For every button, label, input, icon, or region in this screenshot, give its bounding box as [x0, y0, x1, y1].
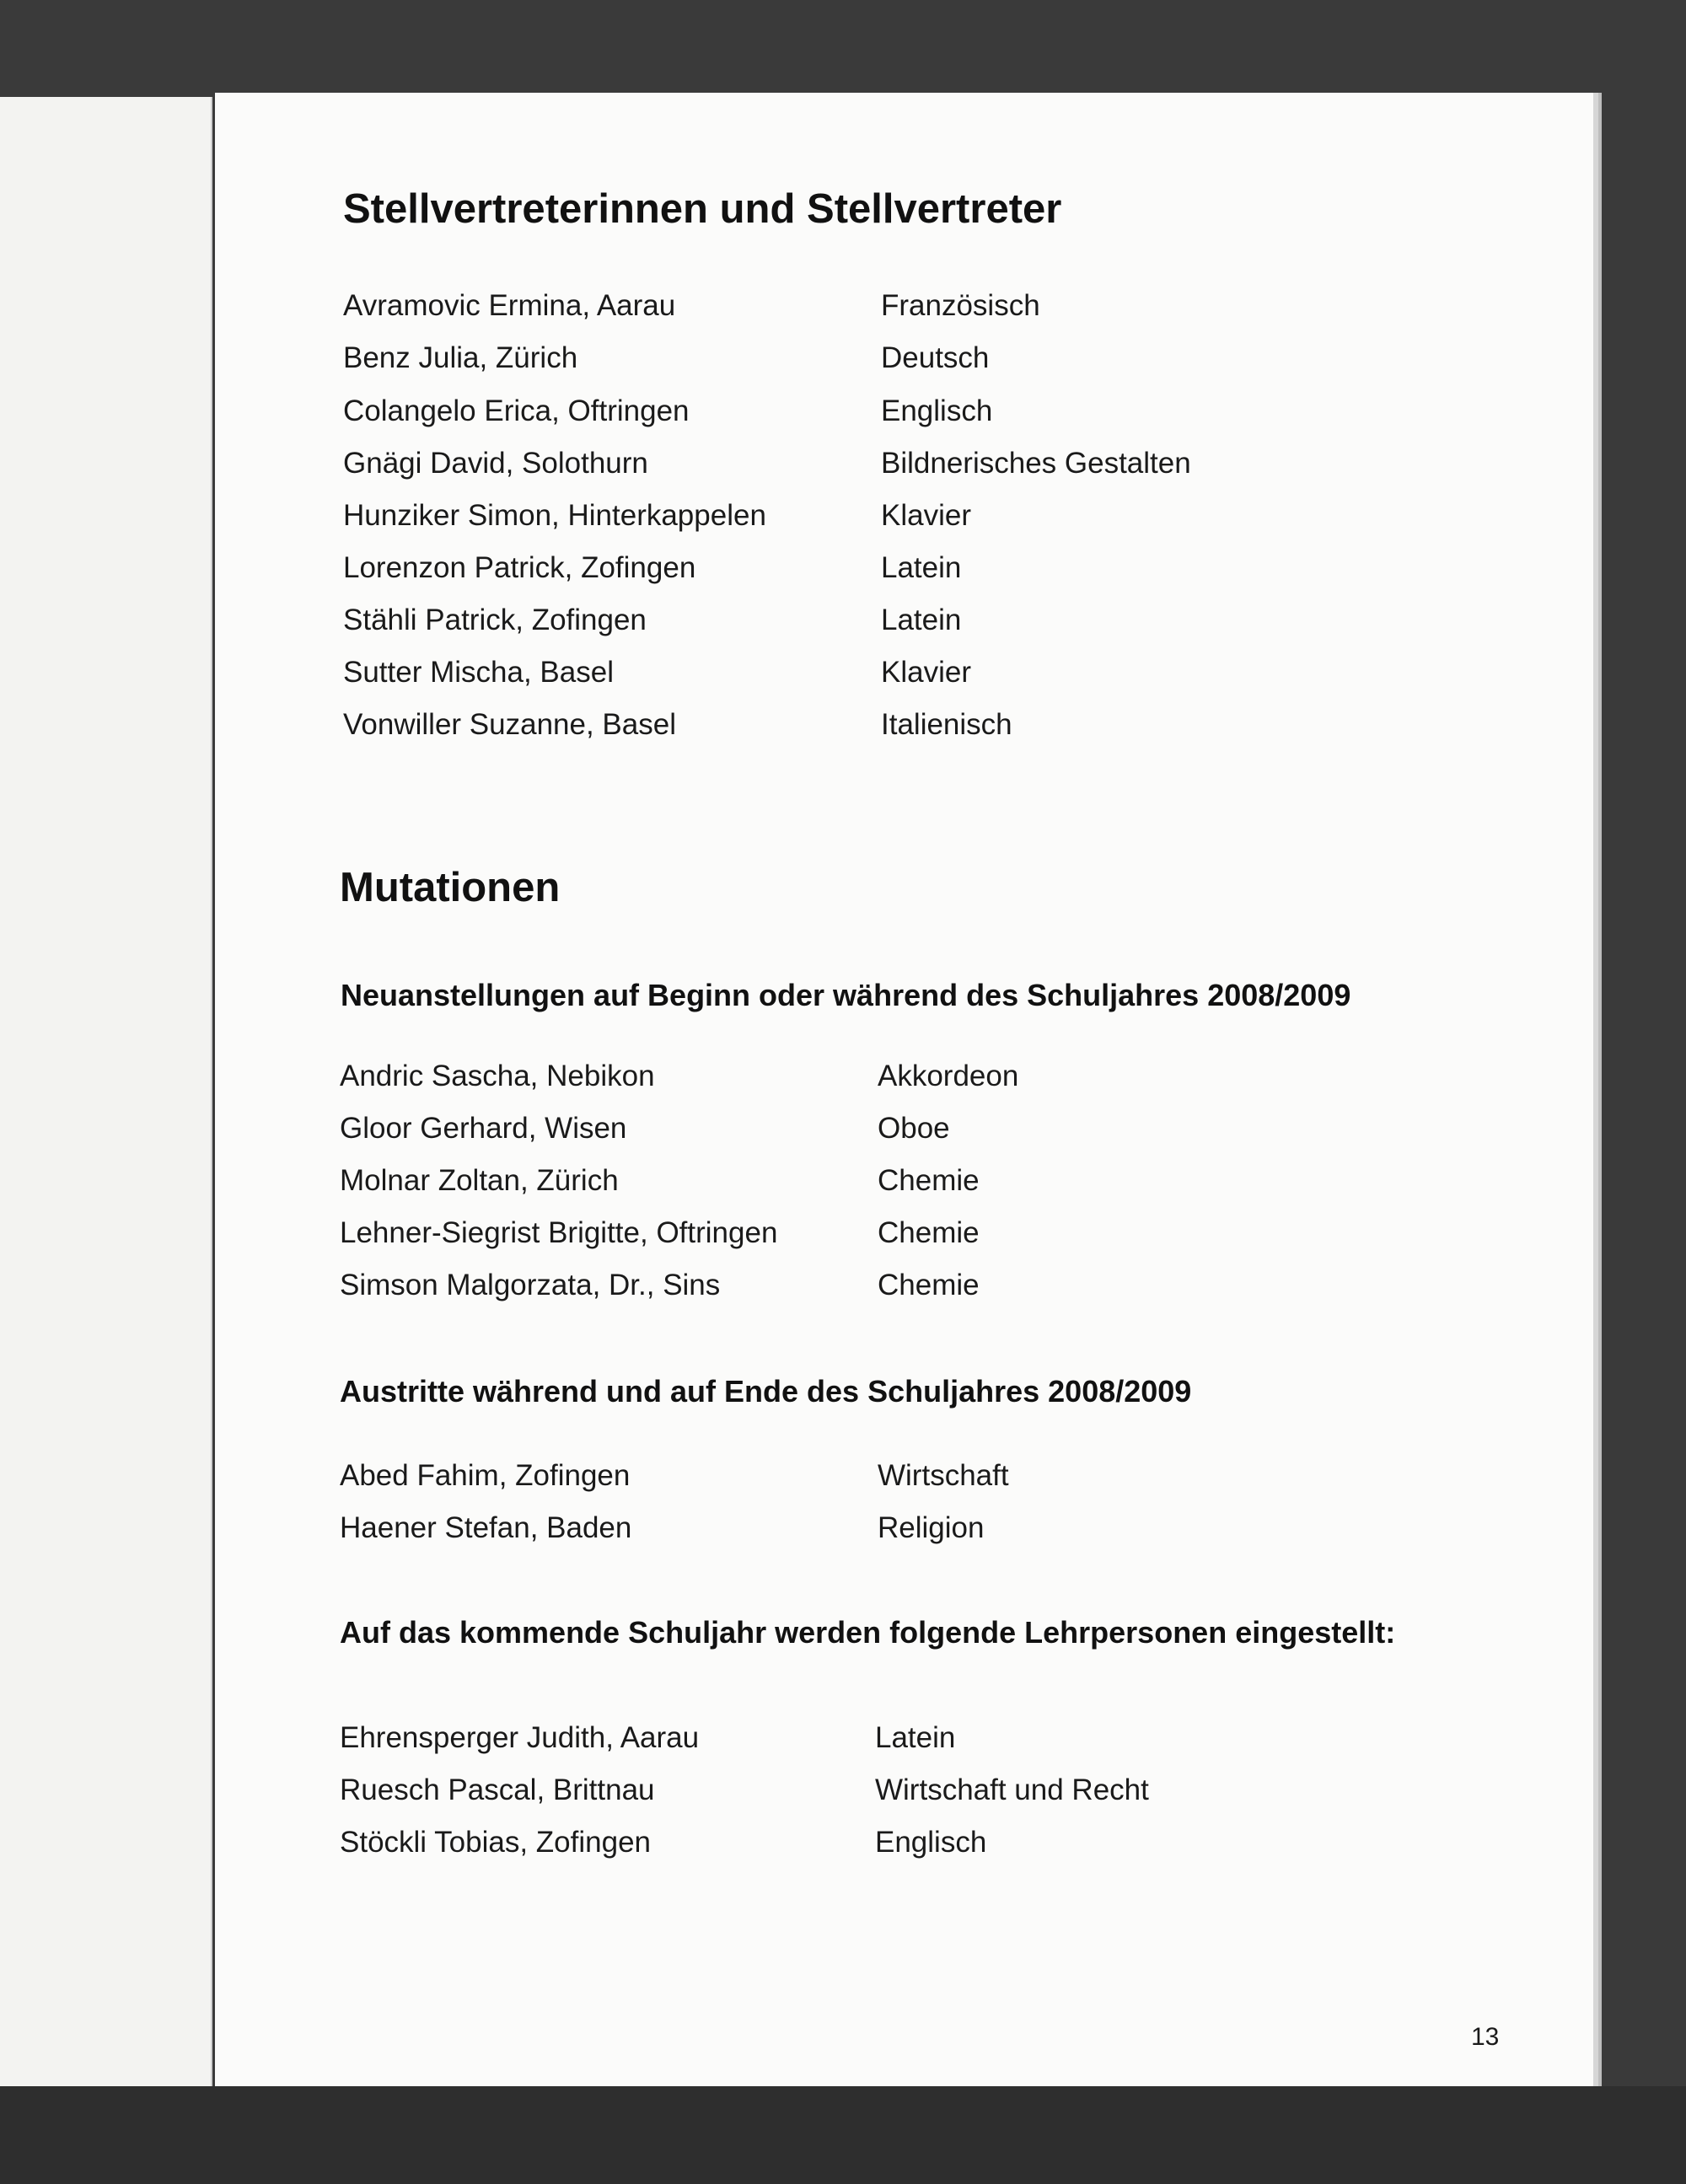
- subject: Chemie: [878, 1216, 980, 1249]
- person-name: Haener Stefan, Baden: [340, 1511, 632, 1544]
- list-item: [340, 1060, 1520, 1102]
- subsection-title-austritte: Austritte während und auf Ende des Schuljahres 2008/2009: [340, 1374, 1192, 1409]
- subject: Klavier: [881, 499, 971, 532]
- subject: Latein: [881, 604, 962, 636]
- person-name: Avramovic Ermina, Aarau: [343, 289, 676, 322]
- page-number: 13: [1471, 2023, 1500, 2051]
- list-item: [340, 1112, 1520, 1154]
- list-item: [340, 1773, 1520, 1816]
- person-name: Gloor Gerhard, Wisen: [340, 1112, 627, 1145]
- person-name: Stöckli Tobias, Zofingen: [340, 1826, 652, 1859]
- list-item: [343, 604, 1523, 646]
- subject: Akkordeon: [878, 1060, 1019, 1092]
- subsection-title-kommende: Auf das kommende Schuljahr werden folgende Lehrpersonen eingestellt:: [340, 1615, 1396, 1650]
- person-name: Lehner-Siegrist Brigitte, Oftringen: [340, 1216, 778, 1249]
- subject: Chemie: [878, 1164, 980, 1197]
- list-item: [343, 341, 1523, 384]
- person-name: Sutter Mischa, Basel: [343, 656, 614, 689]
- person-name: Andric Sascha, Nebikon: [340, 1060, 655, 1092]
- subject: Latein: [881, 551, 962, 584]
- list-item: [340, 1269, 1520, 1311]
- subject: Oboe: [878, 1112, 950, 1145]
- subject: Französisch: [881, 289, 1040, 322]
- subject: Latein: [875, 1721, 956, 1754]
- subject: Englisch: [881, 394, 993, 427]
- subsection-title-neuanstellungen: Neuanstellungen auf Beginn oder während des Schuljahres 2008/2009: [341, 978, 1351, 1012]
- list-item: [343, 447, 1523, 489]
- list-item: [340, 1164, 1520, 1206]
- list-item: [343, 394, 1523, 437]
- person-name: Gnägi David, Solothurn: [343, 447, 648, 480]
- person-name: Benz Julia, Zürich: [343, 341, 578, 374]
- subject: Religion: [878, 1511, 985, 1544]
- list-item: [343, 708, 1523, 750]
- scan-background: [0, 2086, 1686, 2184]
- subject: Chemie: [878, 1269, 980, 1301]
- list-item: [343, 656, 1523, 698]
- subject: Deutsch: [881, 341, 990, 374]
- list-item: [343, 551, 1523, 593]
- list-item: [340, 1459, 1520, 1501]
- person-name: Simson Malgorzata, Dr., Sins: [340, 1269, 721, 1301]
- section-title-mutationen: Mutationen: [340, 865, 561, 910]
- facing-page: [0, 97, 212, 2086]
- list-item: [340, 1826, 1520, 1868]
- person-name: Ehrensperger Judith, Aarau: [340, 1721, 700, 1754]
- person-name: Colangelo Erica, Oftringen: [343, 394, 690, 427]
- subject: Klavier: [881, 656, 971, 689]
- section-title-stellvertreter: Stellvertreterinnen und Stellvertreter: [343, 186, 1062, 232]
- person-name: Ruesch Pascal, Brittnau: [340, 1773, 655, 1806]
- list-item: [340, 1511, 1520, 1553]
- person-name: Stähli Patrick, Zofingen: [343, 604, 647, 636]
- person-name: Molnar Zoltan, Zürich: [340, 1164, 619, 1197]
- person-name: Lorenzon Patrick, Zofingen: [343, 551, 696, 584]
- list-item: [343, 499, 1523, 541]
- subject: Wirtschaft und Recht: [875, 1773, 1149, 1806]
- subject: Italienisch: [881, 708, 1012, 741]
- person-name: Abed Fahim, Zofingen: [340, 1459, 631, 1492]
- subject: Bildnerisches Gestalten: [881, 447, 1191, 480]
- person-name: Vonwiller Suzanne, Basel: [343, 708, 676, 741]
- list-item: [340, 1721, 1520, 1763]
- list-item: [343, 289, 1523, 331]
- subject: Wirtschaft: [878, 1459, 1009, 1492]
- subject: Englisch: [875, 1826, 987, 1859]
- list-item: [340, 1216, 1520, 1258]
- person-name: Hunziker Simon, Hinterkappelen: [343, 499, 766, 532]
